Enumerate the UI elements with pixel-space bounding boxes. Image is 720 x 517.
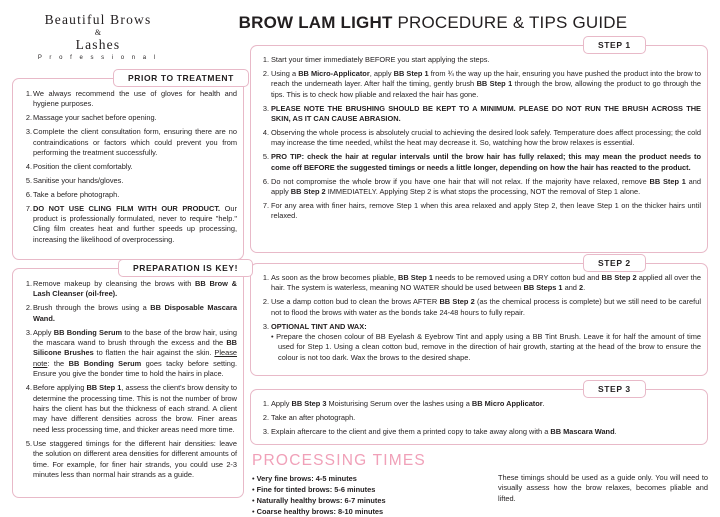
list-item: Using a BB Micro-Applicator, apply BB Step 1 from ¾ the way up the hair, ensuring you have pushed the product into the brow to reach the underneath layer. After half the timing, gently brush BB Step 1 through the brow, allowing the product to go through the tips. This is to check how pliable and relaxed the hair has gone. — [271, 68, 701, 99]
processing-times-note: These timings should be used as a guide only. You will need to visually assess how the brow relaxes, becomes pliable and lifted. — [498, 473, 708, 503]
title-bold: BROW LAM LIGHT — [238, 13, 393, 32]
logo-ampersand: & — [94, 28, 102, 37]
tab-preparation-label: PREPARATION IS KEY! — [133, 263, 239, 273]
list-item: • Fine for tinted brows: 5-6 minutes — [252, 485, 376, 494]
tab-prior-label: PRIOR TO TREATMENT — [128, 73, 234, 83]
section-preparation — [12, 268, 244, 498]
list-item: PRO TIP: check the hair at regular intervals until the brow hair has fully relaxed; this may mean the product needs to come off BEFORE the suggested timings or needs a little longer, depending on how the hair has reacted to the product. — [271, 152, 701, 172]
tab-preparation — [118, 259, 253, 277]
preparation-steps-list — [13, 279, 243, 480]
step3-list — [251, 399, 707, 437]
title-light: PROCEDURE & TIPS GUIDE — [392, 13, 628, 32]
list-item: Apply BB Step 3 Moisturising Serum over the lashes using a BB Micro Applicator. — [271, 399, 545, 408]
list-item: Complete the client consultation form, ensuring there are no contraindications or factors which could prevent you from performing the treatment successfully. — [33, 127, 237, 158]
section-step-2 — [250, 263, 708, 376]
tab-step-3 — [583, 380, 646, 398]
list-item: Brush through the brows using a BB Disposable Mascara Wand. — [33, 303, 237, 323]
list-item: Observing the whole process is absolutely crucial to achieving the desired look safely. Temperature does affect processing; the cold may increase the time needed, whilst the heat may decrease it. So, watching how the brow relaxes is essential. — [271, 127, 701, 148]
list-item: PLEASE NOTE THE BRUSHING SHOULD BE KEPT TO A MINIMUM. PLEASE DO NOT RUN THE BRUSH ACROSS THE SKIN, AS IT CAN CAUSE ABRASION. — [271, 103, 701, 124]
list-item: Use staggered timings for the different hair densities: leave the solution on different area densities for different amounts of time. For example, for finer hair strands, you could use 2-3 minutes less than normal hair strands as a guide. — [33, 438, 237, 479]
list-item: Explain aftercare to the client and give them a printed copy to take away along with a BB Mascara Wand. — [271, 426, 617, 436]
section-step-1 — [250, 45, 708, 253]
processing-time-1: Very fine brows: 4-5 minutes — [256, 474, 357, 483]
section-processing-times — [252, 452, 708, 517]
processing-time-4: Coarse healthy brows: 8-10 minutes — [256, 507, 384, 516]
list-item: Before applying BB Step 1, assess the client's brow density to determine the processing time. This is not the number of brow hairs the client has but the thickness of each strand. A client may have different densities across the brow. Finer areas need less processing time, and thicker areas need more time. — [33, 383, 237, 434]
step2-optional-detail: • Prepare the chosen colour of BB Eyelash & Eyebrow Tint and apply using a BB Tint Brush. Leave it for half the amount of time used for Step 1. Using a clean cotton bud, remove in the direction of hair growth, starting at the head of the brow to ensure the colour is not too dark. Wax the brows to the desired shape. — [271, 332, 701, 362]
step2-list — [251, 273, 707, 363]
list-item: As soon as the brow becomes pliable, BB Step 1 needs to be removed using a DRY cotton bud and BB Step 2 applied all over the hair. The system is waterless, meaning NO WATER should be used between BB Steps 1 and 2. — [271, 273, 701, 293]
processing-times-title: PROCESSING TIMES — [252, 452, 426, 469]
list-item: Apply BB Bonding Serum to the base of the brow hair, using the mascara wand to brush through the excess and the BB Silicone Brushes to flatten the hair against the skin. Please note: the BB Bonding Serum goes tacky before setting. Ensure you give the bonder time to hold the hairs in place. — [33, 327, 238, 379]
tab-step3-label: STEP 3 — [598, 384, 631, 394]
processing-time-3: Naturally healthy brows: 6-7 minutes — [256, 496, 386, 505]
list-item: • Naturally healthy brows: 6-7 minutes — [252, 496, 386, 505]
processing-time-2: Fine for tinted brows: 5-6 minutes — [256, 485, 376, 494]
list-item: DO NOT USE CLING FILM WITH OUR PRODUCT. Our product is professionally formulated, never to require "help." Cling film creates heat and further speeds up processing, increasing the likelihood of overprocessing. — [33, 203, 237, 244]
list-item: Position the client comfortably. — [33, 161, 133, 171]
brand-logo — [10, 8, 186, 61]
logo-line-2: Lashes — [75, 37, 121, 52]
tab-step2-label: STEP 2 — [598, 258, 631, 268]
list-item: Massage your sachet before opening. — [33, 113, 157, 123]
list-item: We always recommend the use of gloves for health and hygiene purposes. — [33, 89, 237, 109]
list-item: • Very fine brows: 4-5 minutes — [252, 474, 357, 483]
processing-times-list — [252, 473, 484, 517]
list-item: Remove makeup by cleansing the brows with BB Brow & Lash Cleanser (oil-free). — [33, 279, 237, 299]
list-item: Do not compromise the whole brow if you have one hair that will not relax. If the majority have relaxed, remove BB Step 1 and apply BB Step 2 IMMEDIATELY. Applying Step 2 is what stops the processing, NOT the removal of Step 1 alone. — [271, 176, 701, 196]
list-item: OPTIONAL TINT AND WAX: • Prepare the chosen colour of BB Eyelash & Eyebrow Tint and apply using a BB Tint Brush. Leave it for half the amount of time used for Step 1. Using a clean cotton bud, remove in the direction of hair growth, starting at the head of the brow to ensure the colour is not too dark. Wax the brows to the desired shape. — [271, 321, 701, 362]
step1-list — [251, 55, 707, 222]
list-item: Use a damp cotton bud to clean the brows AFTER BB Step 2 (as the chemical process is complete) but we still need to be careful not to flood the brows with water as the bonds take 24-48 hours to fully repair. — [271, 297, 701, 317]
logo-line-1: Beautiful Brows — [44, 12, 152, 27]
tab-step1-label: STEP 1 — [598, 40, 631, 50]
logo-line-3: P r o f e s s i o n a l — [37, 55, 159, 61]
list-item: Start your timer immediately BEFORE you start applying the steps. — [271, 55, 490, 64]
list-item: Take a before photograph. — [33, 189, 120, 199]
list-item: Sanitise your hands/gloves. — [33, 175, 124, 185]
tab-prior-to-treatment — [113, 69, 249, 87]
list-item: Take an after photograph. — [271, 412, 356, 422]
list-item: For any area with finer hairs, remove Step 1 when this area relaxed and apply Step 2, then leave Step 1 on the thicker hairs until relaxed. — [271, 200, 701, 221]
page-title — [186, 8, 710, 33]
prior-steps-list — [13, 89, 243, 245]
list-item: • Coarse healthy brows: 8-10 minutes — [252, 507, 384, 516]
section-prior-to-treatment — [12, 78, 244, 260]
tab-step-2 — [583, 254, 646, 272]
tab-step-1 — [583, 36, 646, 54]
